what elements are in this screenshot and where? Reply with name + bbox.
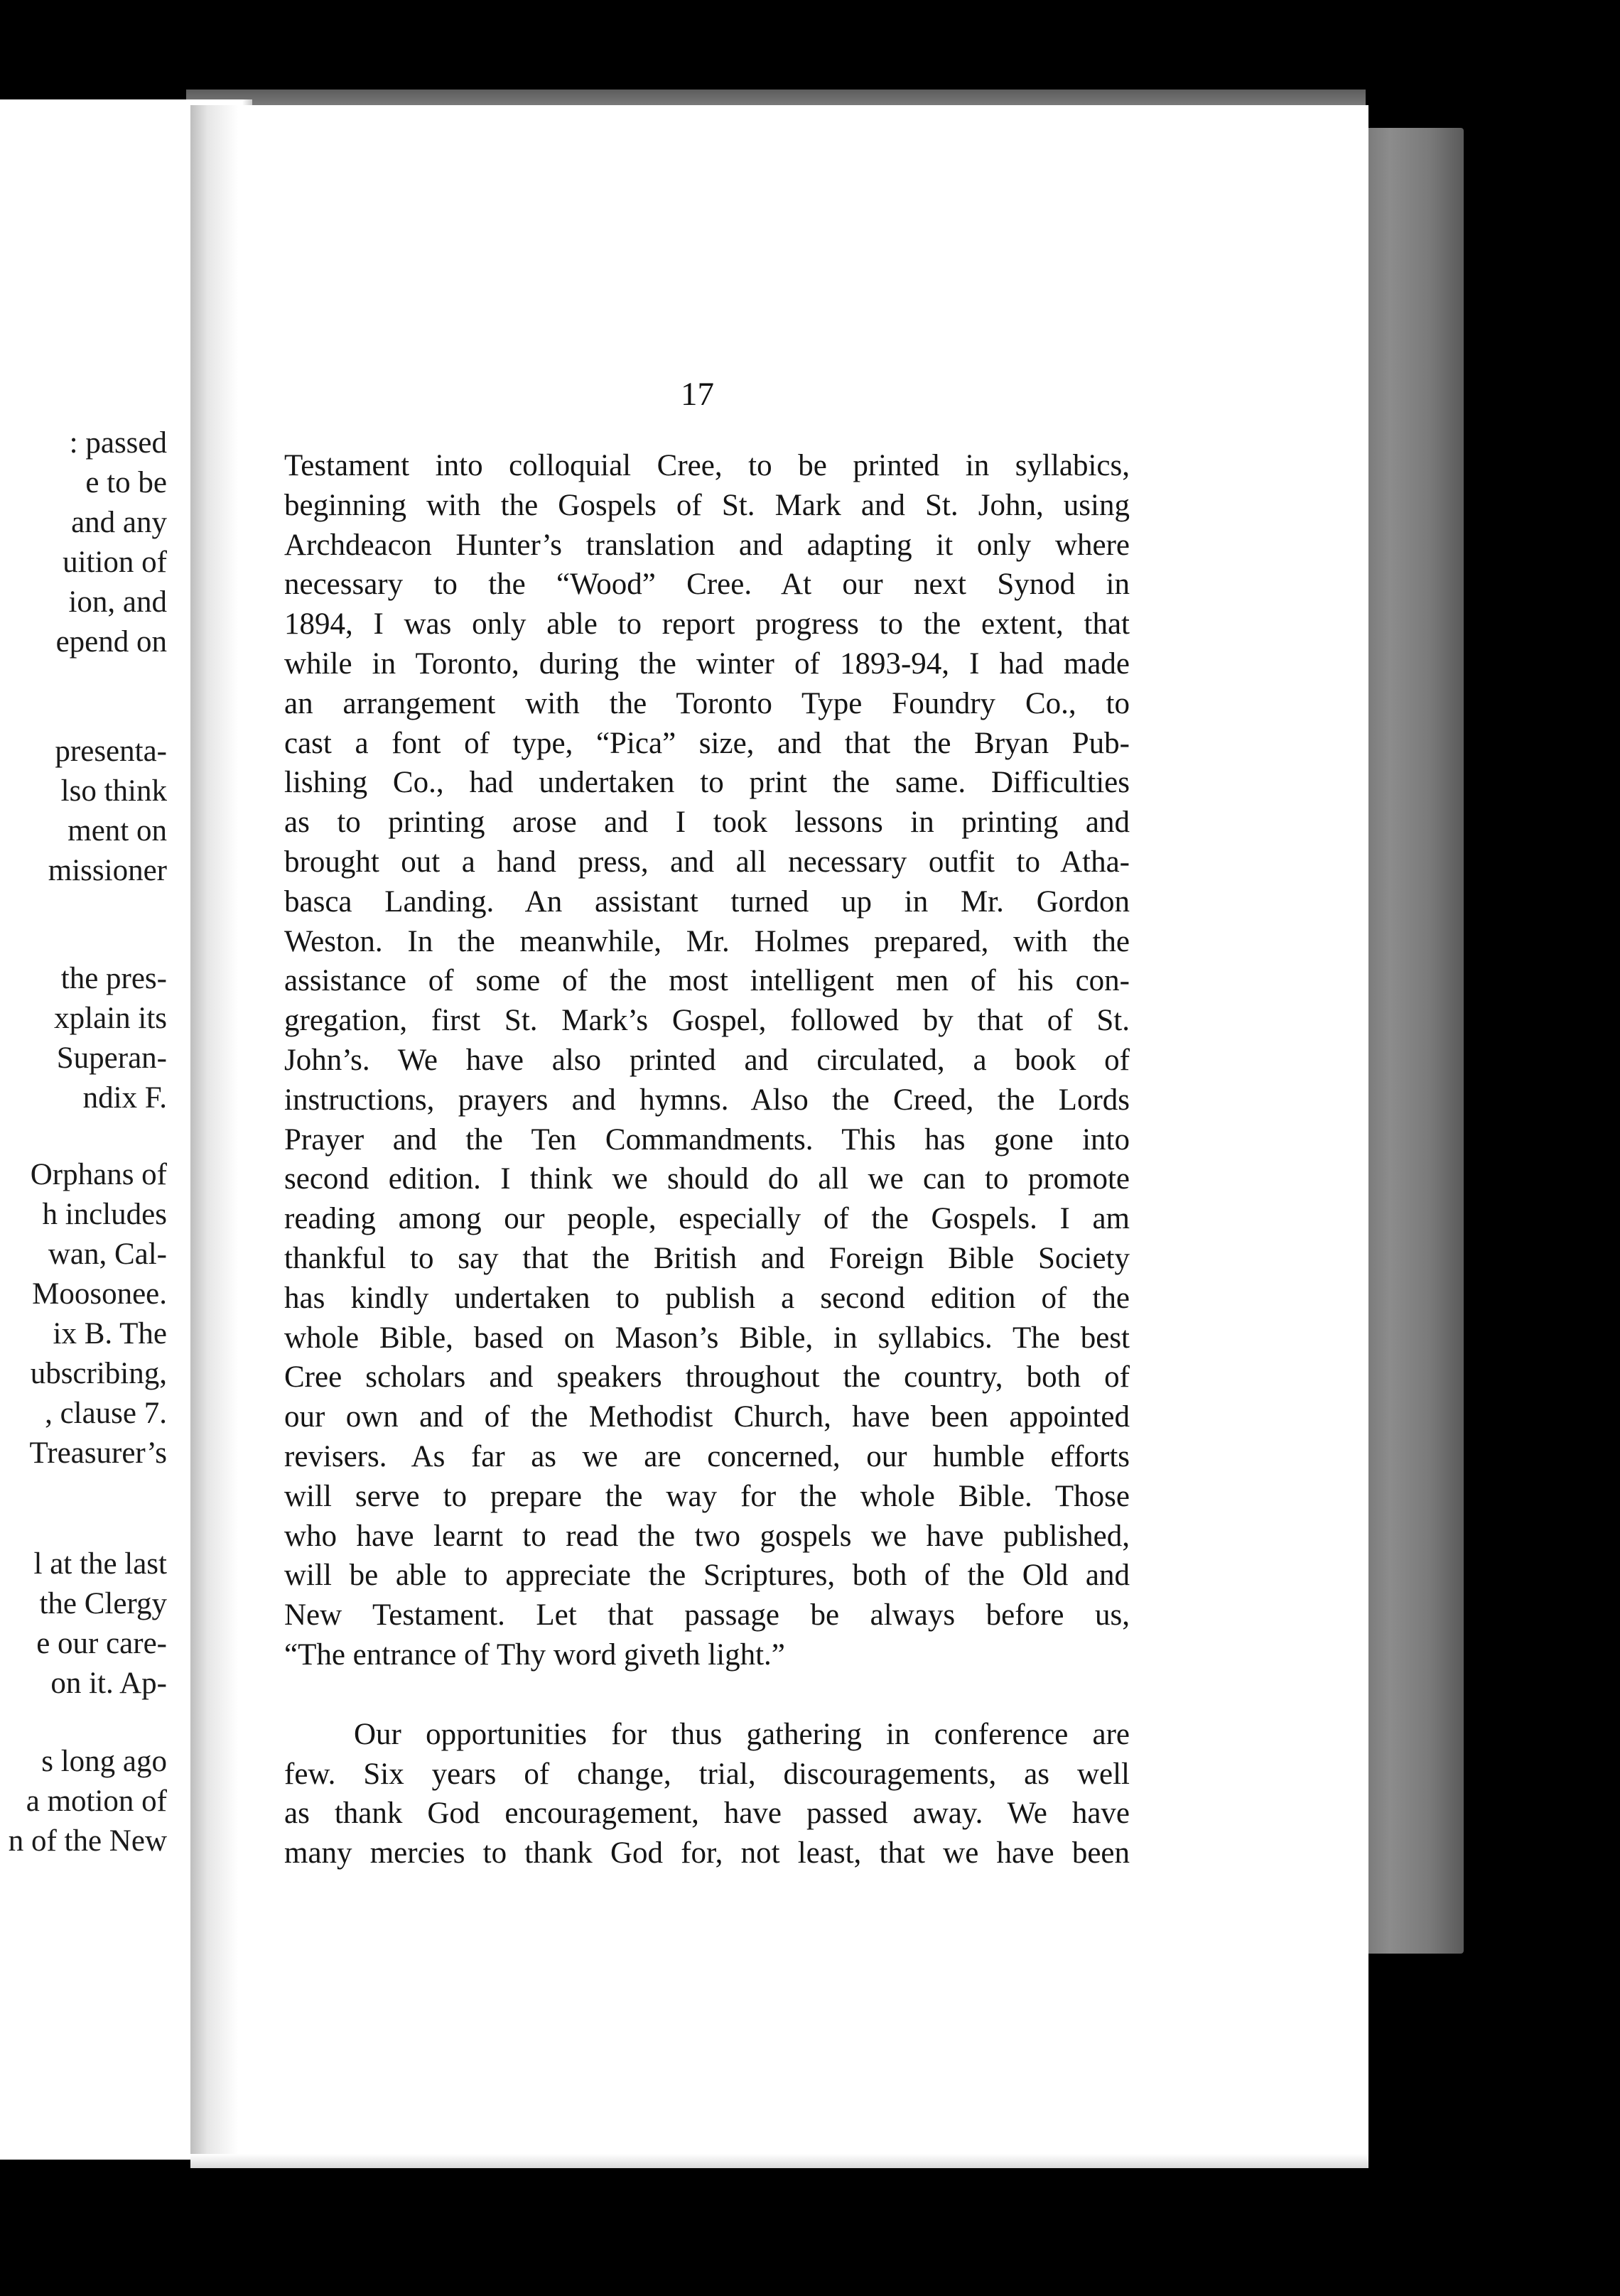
- left-page-line: lso think: [60, 774, 167, 808]
- left-page-line: presenta-: [55, 735, 167, 768]
- left-page-line: uition of: [63, 546, 167, 579]
- left-page-line: Superan-: [56, 1041, 167, 1075]
- text-line: revisers. As far as we are concerned, our humble efforts: [284, 1439, 1130, 1473]
- page-spine-shadow: [190, 105, 259, 2168]
- left-page-line: xplain its: [54, 1002, 167, 1035]
- page-number: 17: [681, 376, 714, 413]
- text-line: few. Six years of change, trial, discouragements, as well: [284, 1757, 1130, 1791]
- body-text: [284, 446, 1130, 1873]
- left-page-line: e to be: [85, 466, 167, 499]
- left-page-line: ix B. The: [53, 1317, 167, 1350]
- left-page-line: the pres-: [60, 962, 167, 995]
- text-line: Prayer and the Ten Commandments. This has gone into: [284, 1122, 1130, 1157]
- text-line: will serve to prepare the way for the whole Bible. Those: [284, 1479, 1130, 1513]
- left-page-line: missioner: [48, 854, 167, 887]
- text-line: thankful to say that the British and Foreign Bible Society: [284, 1241, 1130, 1275]
- text-line: Cree scholars and speakers throughout the country, both of: [284, 1360, 1130, 1395]
- paragraph-gap: [284, 1675, 1130, 1715]
- left-page-line: ion, and: [68, 585, 167, 619]
- left-page-line: on it. Ap-: [50, 1667, 167, 1700]
- left-page-line: e our care-: [36, 1627, 167, 1660]
- text-line: basca Landing. An assistant turned up in Mr. Gordon: [284, 884, 1130, 919]
- text-line: while in Toronto, during the winter of 1893-94, I had made: [284, 646, 1130, 681]
- text-line: second edition. I think we should do all we can to promote: [284, 1162, 1130, 1196]
- left-page-line: : passed: [69, 426, 167, 460]
- left-page-line: , clause 7.: [45, 1397, 167, 1430]
- text-line: 1894, I was only able to report progress to the extent, that: [284, 607, 1130, 641]
- left-page-line: l at the last: [33, 1547, 167, 1581]
- text-line: Weston. In the meanwhile, Mr. Holmes prepared, with the: [284, 924, 1130, 958]
- left-page-line: n of the New: [8, 1824, 167, 1858]
- left-page-line: h includes: [42, 1198, 167, 1231]
- text-line: reading among our people, especially of the Gospels. I am: [284, 1202, 1130, 1236]
- left-page-line: s long ago: [41, 1745, 167, 1778]
- text-line: necessary to the “Wood” Cree. At our next Synod in: [284, 568, 1130, 602]
- left-page-line: ubscribing,: [30, 1357, 167, 1390]
- text-line: Our opportunities for thus gathering in conference are: [354, 1717, 1130, 1751]
- left-page-line: and any: [71, 506, 167, 539]
- text-line: John’s. We have also printed and circulated, a book of: [284, 1043, 1130, 1077]
- paragraph-2: [284, 1715, 1130, 1873]
- text-line: as to printing arose and I took lessons in printing and: [284, 806, 1130, 840]
- left-page-line: ment on: [68, 814, 167, 848]
- left-page-line: Treasurer’s: [29, 1436, 167, 1470]
- text-line: Testament into colloquial Cree, to be printed in syllabics,: [284, 449, 1130, 482]
- text-line: assistance of some of the most intelligent men of his con-: [284, 964, 1130, 998]
- text-line: “The entrance of Thy word giveth light.”: [284, 1637, 785, 1672]
- left-page-line: Moosonee.: [32, 1277, 167, 1311]
- text-line: many mercies to thank God for, not least, that we have been: [284, 1836, 1130, 1870]
- text-line: our own and of the Methodist Church, have been appointed: [284, 1400, 1130, 1434]
- left-page-line: ndix F.: [82, 1081, 167, 1115]
- text-line: who have learnt to read the two gospels we have published,: [284, 1519, 1130, 1553]
- text-line: brought out a hand press, and all necessary outfit to Atha-: [284, 845, 1130, 879]
- text-line: instructions, prayers and hymns. Also the Creed, the Lords: [284, 1083, 1130, 1117]
- text-line: as thank God encouragement, have passed away. We have: [284, 1797, 1130, 1831]
- text-line: beginning with the Gospels of St. Mark and St. John, using: [284, 488, 1130, 522]
- left-page-line: a motion of: [26, 1785, 167, 1818]
- text-line: has kindly undertaken to publish a second edition of the: [284, 1281, 1130, 1315]
- left-page-line: epend on: [55, 625, 167, 659]
- text-line: New Testament. Let that passage be always before us,: [284, 1598, 1130, 1632]
- page-bottom-shadow: [190, 2154, 1368, 2168]
- text-line: an arrangement with the Toronto Type Foundry Co., to: [284, 686, 1130, 720]
- text-line: will be able to appreciate the Scriptures, both of the Old and: [284, 1559, 1130, 1593]
- text-line: whole Bible, based on Mason’s Bible, in syllabics. The best: [284, 1321, 1130, 1355]
- text-line: lishing Co., had undertaken to print the same. Difficulties: [284, 766, 1130, 800]
- left-page-line: wan, Cal-: [48, 1238, 167, 1271]
- text-line: Archdeacon Hunter’s translation and adapting it only where: [284, 528, 1130, 562]
- left-page-line: the Clergy: [39, 1587, 167, 1620]
- text-line: gregation, first St. Mark’s Gospel, followed by that of St.: [284, 1004, 1130, 1038]
- text-line: cast a font of type, “Pica” size, and that the Bryan Pub-: [284, 726, 1130, 760]
- left-page-line: Orphans of: [30, 1158, 167, 1191]
- paragraph-1: [284, 446, 1130, 1675]
